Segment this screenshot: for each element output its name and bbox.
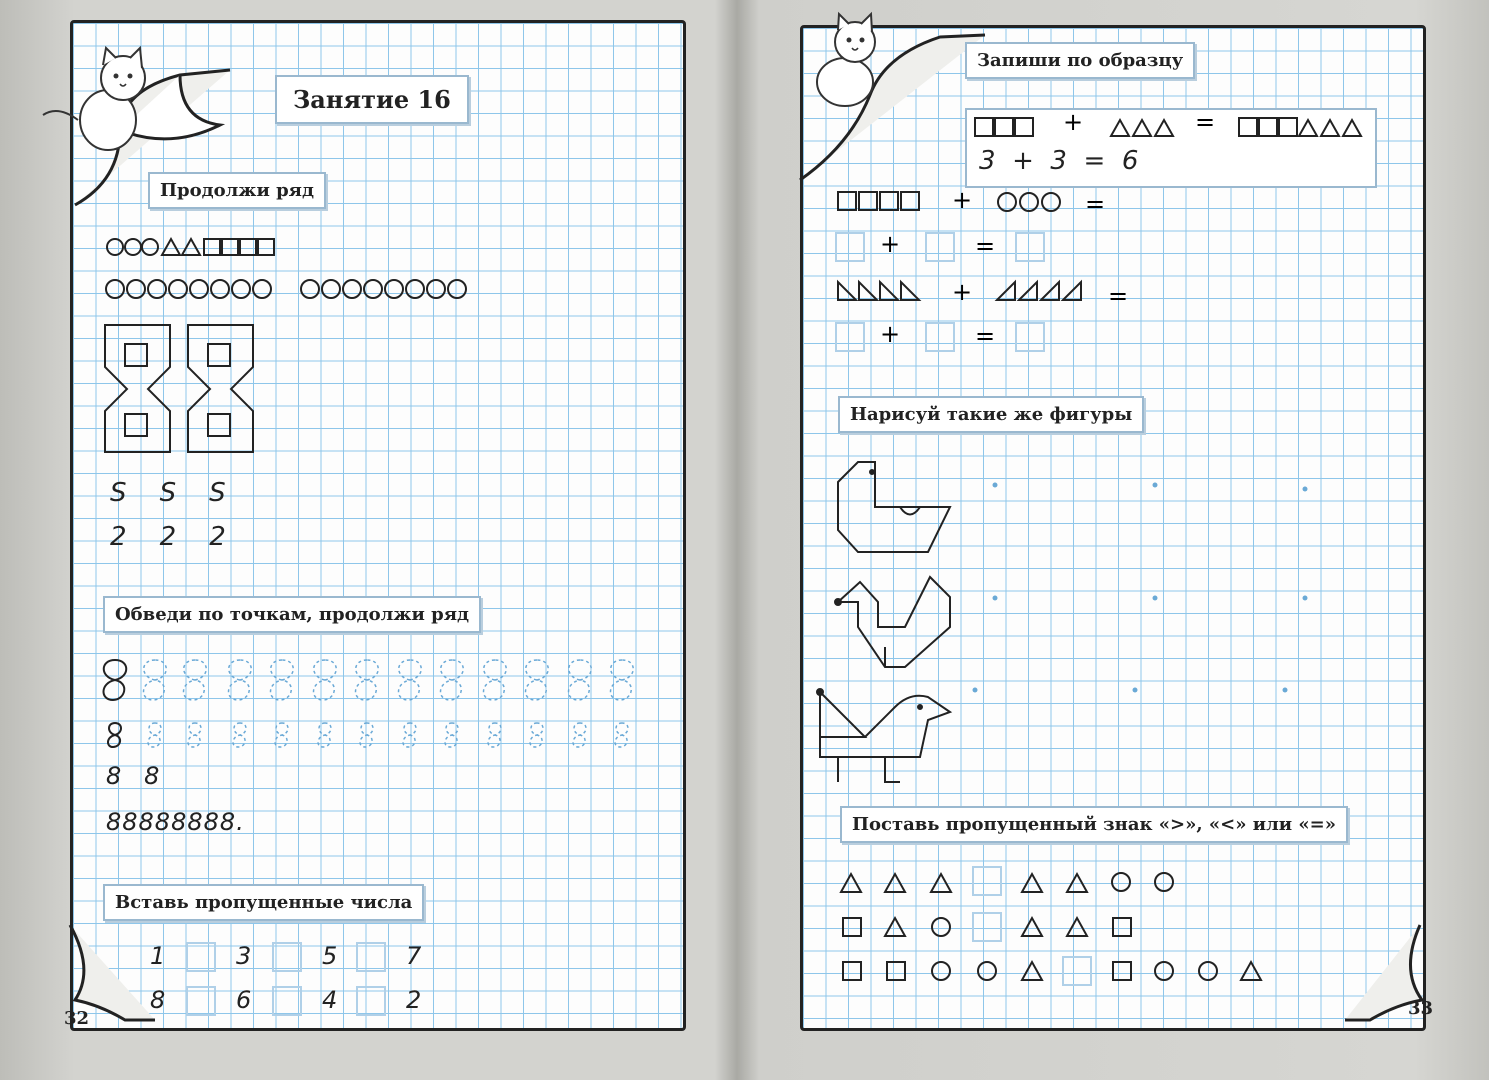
answer-box[interactable] xyxy=(972,912,1002,942)
cat-icon xyxy=(38,40,158,160)
sample-box xyxy=(965,108,1377,188)
eq1-equals: = xyxy=(1085,190,1106,218)
answer-box[interactable] xyxy=(356,986,386,1016)
sample-plus: + xyxy=(1063,108,1084,136)
answer-box[interactable] xyxy=(186,942,216,972)
number-2: 2 xyxy=(406,986,422,1014)
equation-2-shapes xyxy=(835,276,1135,306)
answer-box[interactable] xyxy=(186,986,216,1016)
section-title-draw-figures: Нарисуй такие же фигуры xyxy=(838,396,1144,433)
answer-box[interactable] xyxy=(835,322,865,352)
eq2b-plus: + xyxy=(880,320,901,348)
answer-box[interactable] xyxy=(972,866,1002,896)
eq1b-plus: + xyxy=(880,230,901,258)
answer-box[interactable] xyxy=(272,986,302,1016)
tracing-eights xyxy=(95,655,655,765)
guide-dots xyxy=(960,470,1320,700)
answer-box[interactable] xyxy=(1015,322,1045,352)
number-8: 8 xyxy=(150,986,166,1014)
eq1b-equals: = xyxy=(975,232,996,260)
shape-sequence xyxy=(100,232,480,312)
number-3: 3 xyxy=(236,942,252,970)
hourglass-figures xyxy=(100,322,270,457)
eq2b-equals: = xyxy=(975,322,996,350)
eq2-plus: + xyxy=(952,278,973,306)
answer-box[interactable] xyxy=(1062,956,1092,986)
eights-row-4: 88888888. xyxy=(106,808,245,836)
answer-box[interactable] xyxy=(925,322,955,352)
answer-box[interactable] xyxy=(925,232,955,262)
section-title-continue-row: Продолжи ряд xyxy=(148,172,326,209)
number-7: 7 xyxy=(406,942,422,970)
answer-box[interactable] xyxy=(272,942,302,972)
number-4: 4 xyxy=(322,986,338,1014)
cat-icon-right xyxy=(805,10,895,110)
page-number-right: 33 xyxy=(1408,998,1434,1019)
section-title-insert-numbers: Вставь пропущенные числа xyxy=(103,884,424,921)
eq2-equals: = xyxy=(1108,282,1129,310)
number-1: 1 xyxy=(150,942,166,970)
sample-shapes xyxy=(971,112,1371,144)
answer-box[interactable] xyxy=(835,232,865,262)
letters-row-2: 2 2 2 xyxy=(110,522,226,552)
sample-equals: = xyxy=(1195,108,1216,136)
answer-box[interactable] xyxy=(356,942,386,972)
letters-row-1: S S S xyxy=(110,478,226,508)
section-title-write-sample: Запиши по образцу xyxy=(965,42,1195,79)
number-6: 6 xyxy=(236,986,252,1014)
number-5: 5 xyxy=(322,942,338,970)
eq1-plus: + xyxy=(952,186,973,214)
sample-equation: 3 + 3 = 6 xyxy=(979,146,1139,176)
circle-row xyxy=(106,280,466,298)
answer-box[interactable] xyxy=(1015,232,1045,262)
section-title-put-sign: Поставь пропущенный знак «>», «<» или «=» xyxy=(840,806,1348,843)
section-title-trace-dots: Обведи по точкам, продолжи ряд xyxy=(103,596,481,633)
bird-figures xyxy=(810,452,970,792)
lesson-title: Занятие 16 xyxy=(275,75,469,124)
page-number-left: 32 xyxy=(64,1008,90,1029)
eights-row-3: 8 8 xyxy=(106,762,160,790)
compare-rows xyxy=(835,862,1275,992)
